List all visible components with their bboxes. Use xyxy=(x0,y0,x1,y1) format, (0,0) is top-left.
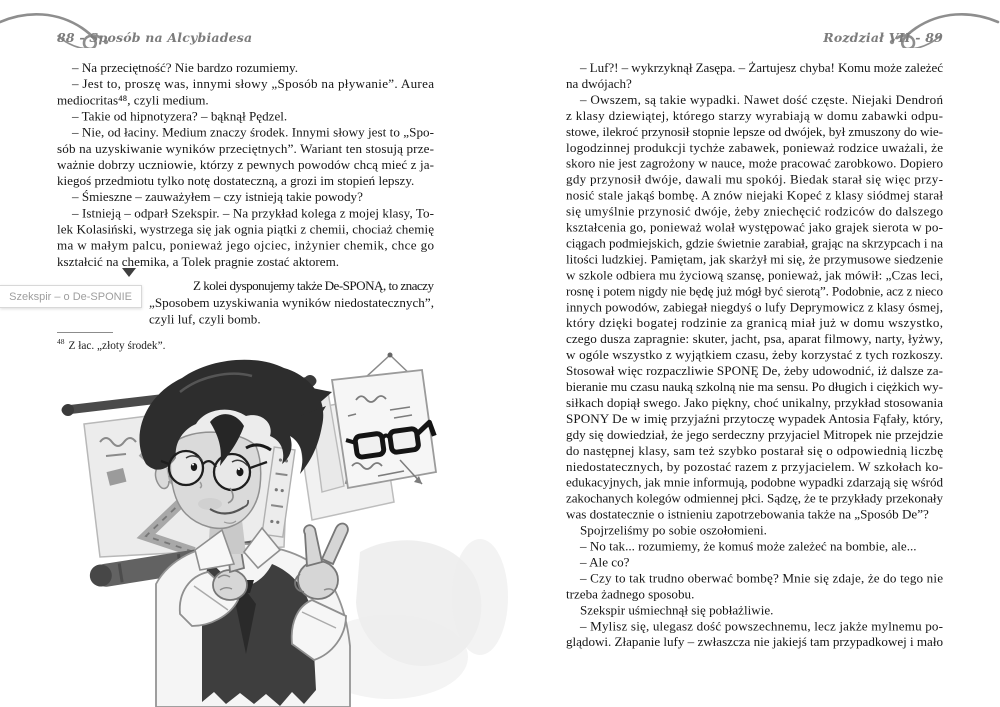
text-line: do następnej klasy, sam też szybko postarał się o odpowiednią liczbę xyxy=(566,442,943,458)
text-line: ciągach podmiejskich, gdzie świetnie zarabiał, grając na skrzypcach i na xyxy=(566,235,943,251)
text-line: SPONY De w imię przyjaźni przytoczę wypadek Antosia Fąfały, który, xyxy=(566,410,943,426)
text-line: – Owszem, są takie wypadki. Nawet dość częste. Niejaki Dendroń xyxy=(580,91,943,107)
text-line: kształcić na chemika, a Tolek pragnie zostać aktorem. xyxy=(57,253,340,269)
text-line: lek Kolasiński, wystrzega się jak ognia piątki z chemii, chociaż chemię xyxy=(57,221,434,237)
text-line: Szekspir uśmiechnął się pobłażliwie. xyxy=(580,602,774,618)
text-line: skoro nie jest zagrożony w nauce, może pracować zarobkowo. Dopiero xyxy=(566,155,943,171)
text-line: – Mylisz się, ulegasz dość powszechnemu, lecz jakże mylnemu po- xyxy=(580,618,943,634)
text-line: gdy przynosił dwóje, dawali mu spokój. Biedak starał się więc przy- xyxy=(566,171,943,187)
text-line: – Jest to, proszę was, innymi słowy „Sposób na pływanie”. Aurea xyxy=(72,76,434,92)
text-line: – Luf?! – wykrzyknął Zasępa. – Żartujesz chyba! Komu może zależeć xyxy=(580,60,943,75)
text-line: edukacyjnych, jak mnie informują, podobne wypadki zdarzają się wśród xyxy=(566,474,943,490)
text-line: ważnie dobrzy uczniowie, którzy z pewnych powodów chcą mieć z ja- xyxy=(57,156,434,172)
text-line: – Czy to tak trudno oberwać bombę? Mnie się zdaje, że do tego nie xyxy=(580,570,943,586)
text-line: ma w małym palcu, ponieważ jego ojciec, inżynier chemik, chce go xyxy=(57,237,434,253)
text-line: mediocritas⁴⁸, czyli medium. xyxy=(57,92,209,108)
text-line: z klasy dziewiątej, którego starzy wyrabiają w domu zabawki odpu- xyxy=(566,107,943,123)
text-line: – Ale co? xyxy=(580,554,630,570)
text-line: trzeba żadnego sposobu. xyxy=(566,586,695,602)
text-line: „Sposobem uzyskiwania wyników niedostatecznych”, xyxy=(149,295,434,311)
footnote xyxy=(57,337,434,352)
footnote-text: Z łac. „złoty środek”. xyxy=(68,339,166,352)
text-line: rosnę i potem nigdy nie będę już mógł być sierotą”. Podobnie, acz z nieco xyxy=(566,283,943,299)
text-line: – Takie od hipnotyzera? – bąknął Pędzel. xyxy=(72,108,288,124)
margin-note-arrow-icon xyxy=(122,268,136,277)
text-line: innych powodów, zabiegał niegdyś o lufy Deprymowicz z klasy ósmej, xyxy=(566,299,943,315)
text-line: – Na przeciętność? Nie bardzo rozumiemy. xyxy=(72,60,299,75)
text-line: was dostatecznie o istnieniu zapotrzebowania także na „Sposób De”? xyxy=(566,506,929,522)
footnote-marker: 48 xyxy=(57,337,65,346)
text-line: gdy się dowiedział, że jego serdeczny przyjaciel Mitropek nie przejdzie xyxy=(566,426,943,442)
text-line: Stosował więc rozpaczliwie SPONĘ De, żeby udowodnić, iż dalsze za- xyxy=(566,363,943,379)
text-line: logodzinnej produkcji tychże zabawek, ponieważ rodzice uważali, że xyxy=(566,139,943,155)
running-header-right: Rozdział VII - 89 xyxy=(823,30,943,45)
text-line: – No tak... rozumiemy, że komuś może zależeć na bombie, ale... xyxy=(580,538,917,554)
text-line: na dwójach? xyxy=(566,75,632,91)
text-line: siłkach dopiął swego. Jako piękny, choć unikalny, przykład stosowania xyxy=(566,394,943,410)
text-line: się umyślnie przynosić dwóje, żeby zniechęcić rodziców do dalszego xyxy=(566,203,943,219)
footnote-rule xyxy=(57,332,113,333)
text-line: czyli luf, czyli bomb. xyxy=(149,311,261,327)
margin-note-label: Szekspir – o De-SPONIE xyxy=(9,290,132,303)
text-line: – Istnieją – odparł Szekspir. – Na przykład kolega z mojej klasy, To- xyxy=(72,205,434,221)
margin-note[interactable] xyxy=(0,285,142,308)
text-line: sób na uzyskiwanie wyników przeciętnych”. Wariant ten stosują prze- xyxy=(57,140,434,156)
text-line: kształcenia go, ponieważ wolał występować jako grajek sierota w po- xyxy=(566,219,943,235)
text-line: Z kolei dysponujemy także De-SPONĄ, to znaczy xyxy=(193,277,434,293)
text-line: – Śmieszne – zauważyłem – czy istnieją takie powody? xyxy=(72,189,363,205)
text-line: stowe, ilekroć przynosił stopnie lepsze od dwójek, był zmuszony do wie- xyxy=(566,123,943,139)
text-line: kiegoś przedmiotu tylko notę dostateczną, a grozi im stopień lepszy. xyxy=(57,173,415,188)
text-line: w ogóle wszystko z wyjątkiem czasu, żeby korzystać z tych rozkoszy. xyxy=(566,347,943,363)
text-line: Spojrzeliśmy po sobie oszołomieni. xyxy=(580,522,767,538)
text-line: bieranie mu czasu nauką szkolną nie ma sensu. Po długich i ciężkich wy- xyxy=(566,379,943,394)
text-line: litości ludzkiej. Pamiętam, jak skarżył mi się, że przymusowe siedzenie xyxy=(566,251,943,267)
text-line: – Nie, od łaciny. Medium znaczy środek. Innymi słowy jest to „Spo- xyxy=(72,124,434,140)
right-page-text xyxy=(566,58,943,663)
running-header-left: 88 - Sposób na Alcybiadesa xyxy=(57,30,253,45)
text-line: który dzięki bogatej rodzinie za granicą miał już w domu wszystko, xyxy=(566,315,943,331)
text-line: niedostatecznych, by pozostać razem z przyjacielem. W szkołach ko- xyxy=(566,458,943,474)
text-line: zakochanych kolegów odmiennej płci. Sądzę, że te przykłady przekonały xyxy=(566,490,943,506)
boy-illustration xyxy=(60,352,515,707)
text-line: czego dusza zapragnie: skuter, jacht, psa, aparat filmowy, narty, łyżwy, xyxy=(566,331,943,347)
text-line: nosić stale jakąś bombę. A znów niejaki Kopeć z klasy siódmej starał xyxy=(566,187,943,203)
text-line: w szkole odbiera mu życiową szansę, ponieważ, jak mówił: „Czas leci, xyxy=(566,267,943,283)
text-line: glądowi. Złapanie lufy – zwłaszcza nie jakiejś tam przypadkowej i mało xyxy=(566,634,943,650)
